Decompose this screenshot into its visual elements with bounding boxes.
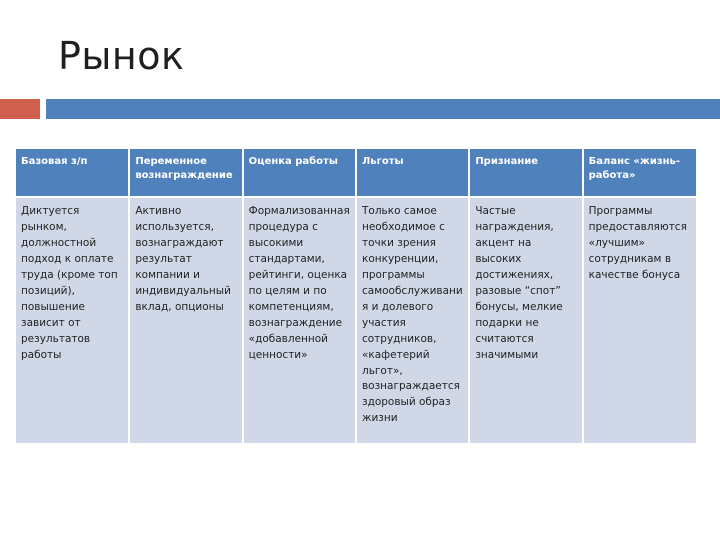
compensation-table	[16, 149, 696, 443]
title-rule-accent	[0, 99, 40, 119]
cell-benefits: Только самое необходимое с точки зрения конкуренции, программы самообслуживания и долевого участия сотрудников, «кафетерий льгот», вознаграждается здоровый образ жизни	[356, 197, 469, 443]
header-row	[16, 149, 696, 197]
table-body	[16, 197, 696, 443]
title-rule-bar	[46, 99, 720, 119]
header-variable-pay: Переменное вознаграждение	[129, 149, 242, 197]
header-performance-review: Оценка работы	[243, 149, 356, 197]
table-header	[16, 149, 696, 197]
cell-variable-pay: Активно используется, вознаграждают результат компании и индивидуальный вклад, опционы	[129, 197, 242, 443]
cell-work-life-balance: Программы предоставляются «лучшим» сотрудникам в качестве бонуса	[583, 197, 696, 443]
header-work-life-balance: Баланс «жизнь-работа»	[583, 149, 696, 197]
slide-title: Рынок	[58, 34, 185, 78]
header-benefits: Льготы	[356, 149, 469, 197]
cell-performance-review: Формализованная процедура с высокими стандартами, рейтинги, оценка по целям и по компетенциям, вознаграждение «добавленной ценности»	[243, 197, 356, 443]
cell-base-salary: Диктуется рынком, должностной подход к оплате труда (кроме топ позиций), повышение зависит от результатов работы	[16, 197, 129, 443]
header-recognition: Признание	[469, 149, 582, 197]
header-base-salary: Базовая з/п	[16, 149, 129, 197]
cell-recognition: Частые награждения, акцент на высоких достижениях, разовые “спот” бонусы, мелкие подарки не считаются значимыми	[469, 197, 582, 443]
table-row	[16, 197, 696, 443]
